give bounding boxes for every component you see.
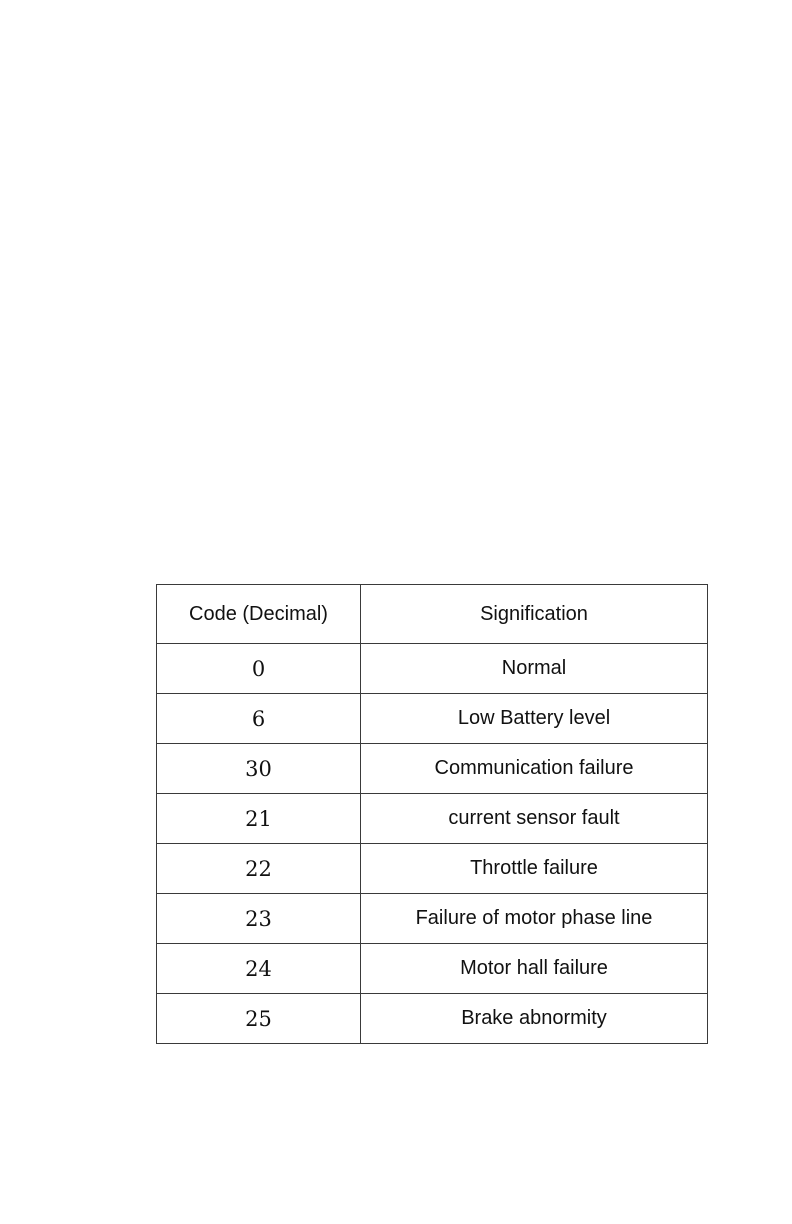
code-cell: 6 <box>157 694 361 744</box>
table-row <box>157 844 708 894</box>
code-cell: 25 <box>157 994 361 1044</box>
table-header-row <box>157 585 708 644</box>
table-row <box>157 794 708 844</box>
signification-cell: Brake abnormity <box>361 994 708 1044</box>
error-code-table <box>156 584 708 1044</box>
table-row <box>157 894 708 944</box>
code-cell: 22 <box>157 844 361 894</box>
signification-cell: Low Battery level <box>361 694 708 744</box>
table-row <box>157 694 708 744</box>
table-row <box>157 944 708 994</box>
code-cell: 24 <box>157 944 361 994</box>
signification-cell: Throttle failure <box>361 844 708 894</box>
code-cell: 0 <box>157 644 361 694</box>
header-code: Code (Decimal) <box>157 585 361 644</box>
signification-cell: Communication failure <box>361 744 708 794</box>
signification-cell: Failure of motor phase line <box>361 894 708 944</box>
table-row <box>157 994 708 1044</box>
code-cell: 30 <box>157 744 361 794</box>
code-cell: 21 <box>157 794 361 844</box>
code-cell: 23 <box>157 894 361 944</box>
table-row <box>157 744 708 794</box>
header-signification: Signification <box>361 585 708 644</box>
signification-cell: current sensor fault <box>361 794 708 844</box>
signification-cell: Motor hall failure <box>361 944 708 994</box>
table-row <box>157 644 708 694</box>
signification-cell: Normal <box>361 644 708 694</box>
